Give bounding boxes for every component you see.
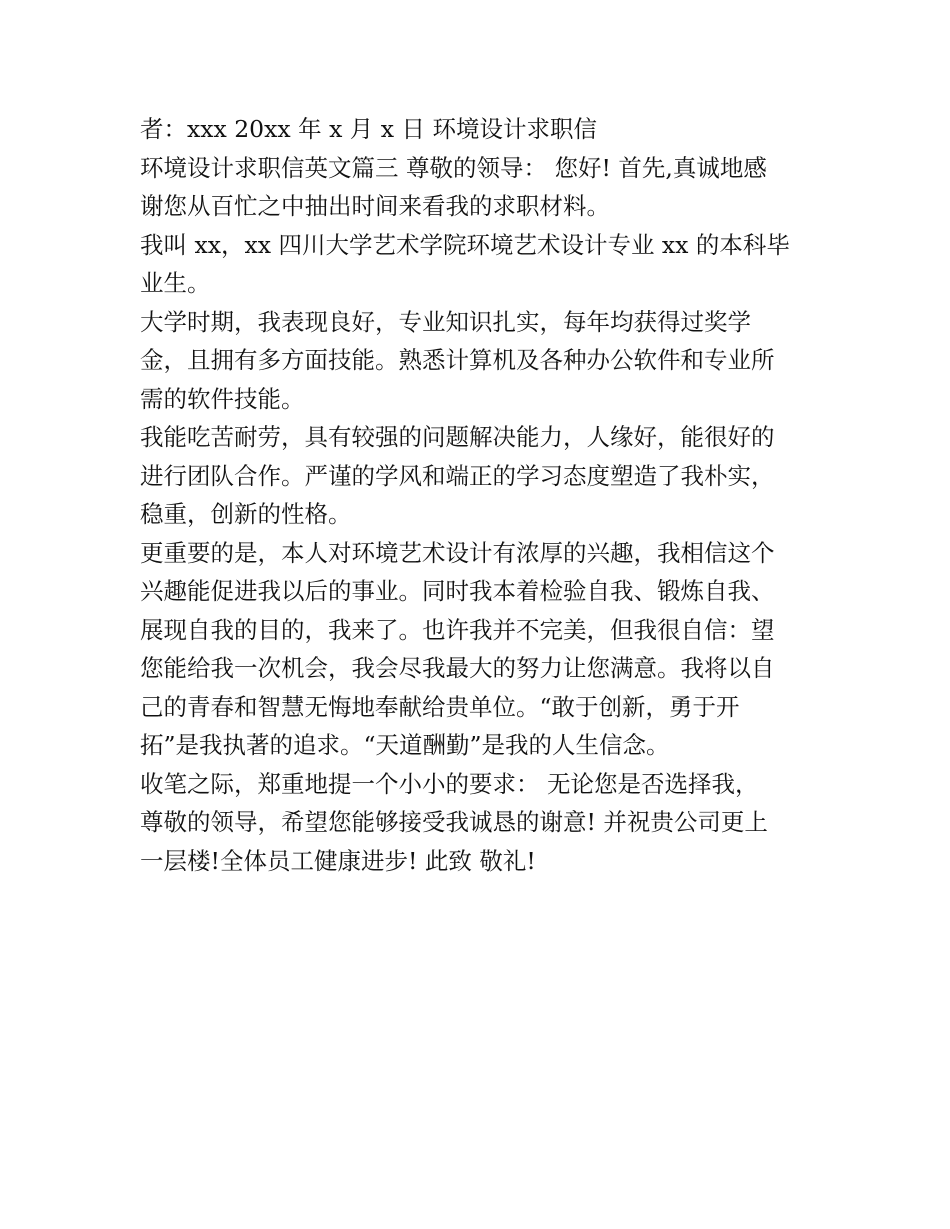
text-line-10: 进行团队合作。严谨的学风和端正的学习态度塑造了我朴实， <box>140 461 775 490</box>
text-line-12: 更重要的是，本人对环境艺术设计有浓厚的兴趣，我相信这个 <box>140 538 775 567</box>
text-line-13: 兴趣能促进我以后的事业。同时我本着检验自我、锻炼自我、 <box>140 577 775 605</box>
text-line-19: 尊敬的领导，希望您能够接受我诚恳的谢意! 并祝贵公司更上 <box>140 808 768 836</box>
text-line-16: 己的青春和智慧无悔地奉献给贵单位。“敢于创新，勇于开 <box>140 692 740 721</box>
text-line-18: 收笔之际，郑重地提一个小小的要求： 无论您是否选择我， <box>140 769 759 798</box>
text-line-5: 业生。 <box>140 269 211 297</box>
text-line-17: 拓”是我执著的追求。“天道酬勤”是我的人生信念。 <box>140 731 670 759</box>
text-line-4: 我叫 xx，xx 四川大学艺术学院环境艺术设计专业 xx 的本科毕 <box>140 230 790 259</box>
text-line-20: 一层楼!全体员工健康进步! 此致 敬礼! <box>140 846 536 875</box>
text-line-2: 环境设计求职信英文篇三 尊敬的领导： 您好! 首先,真诚地感 <box>140 153 767 182</box>
text-line-3: 谢您从百忙之中抽出时间来看我的求职材料。 <box>140 192 610 220</box>
document-body <box>140 110 820 880</box>
text-line-8: 需的软件技能。 <box>140 384 305 413</box>
text-line-9: 我能吃苦耐劳，具有较强的问题解决能力，人缘好，能很好的 <box>140 423 775 451</box>
text-line-15: 您能给我一次机会，我会尽我最大的努力让您满意。我将以自 <box>140 654 775 682</box>
text-line-6: 大学时期，我表现良好，专业知识扎实，每年均获得过奖学 <box>140 307 751 336</box>
text-line-7: 金，且拥有多方面技能。熟悉计算机及各种办公软件和专业所 <box>140 346 775 374</box>
text-line-11: 稳重，创新的性格。 <box>140 500 352 528</box>
text-line-14: 展现自我的目的，我来了。也许我并不完美，但我很自信：望 <box>140 615 775 644</box>
text-line-1: 者：xxx 20xx 年 x 月 x 日 环境设计求职信 <box>140 115 597 143</box>
